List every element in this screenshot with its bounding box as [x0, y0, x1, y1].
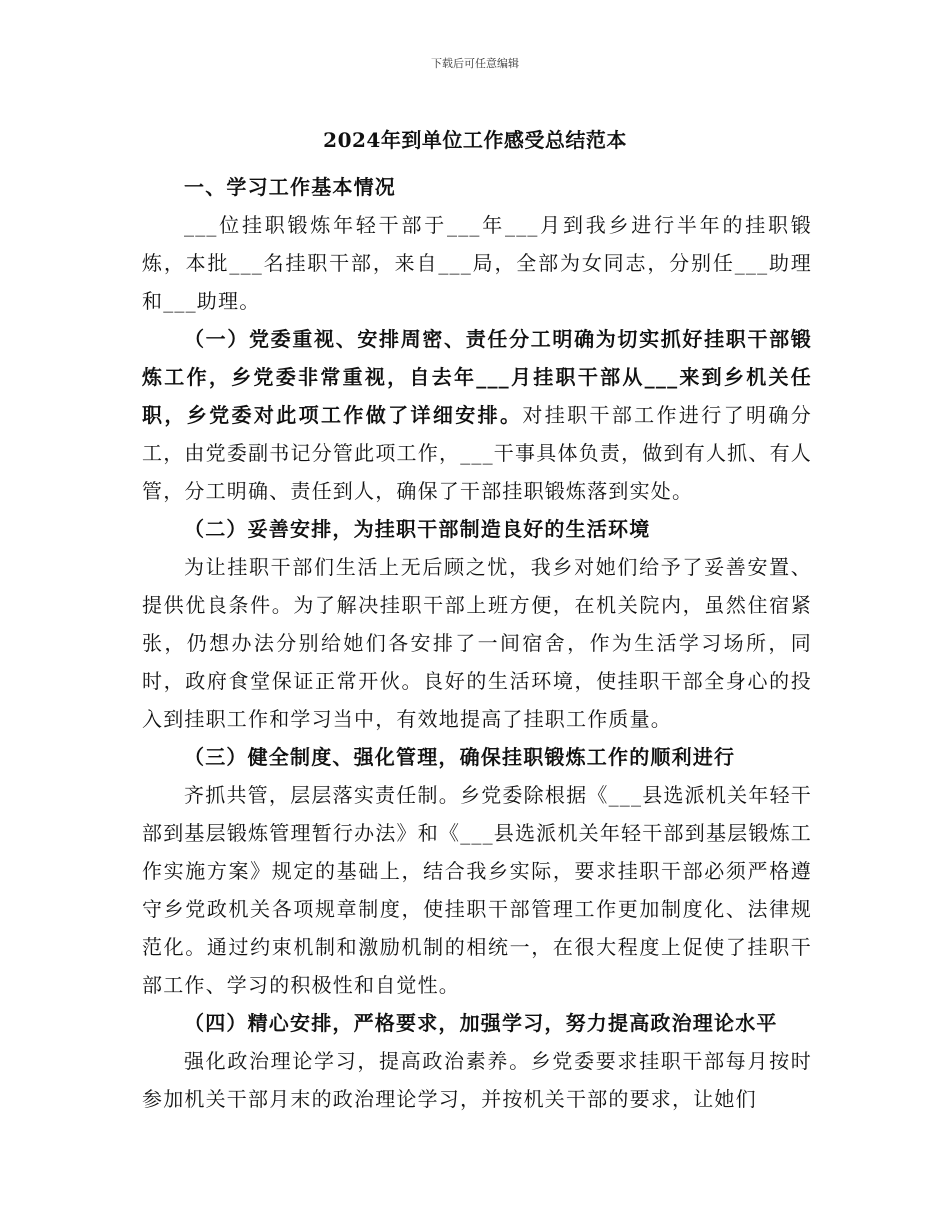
subsection-3-paragraph: 齐抓共管，层层落实责任制。乡党委除根据《___县选派机关年轻干部到基层锻炼管理暂行办法》和《___县选派机关年轻干部到基层锻炼工作实施方案》规定的基础上，结合我乡实际，要求挂职干部必须严格遵守乡党政机关各项规章制度，使挂职干部管理工作更加制度化、法律规范化。通过约束机制和激励机制的相统一，在很大程度上促使了挂职干部工作、学习的积极性和自觉性。	[142, 783, 812, 997]
subsection-2-paragraph: 为让挂职干部们生活上无后顾之忧，我乡对她们给予了妥善安置、提供优良条件。为了解决挂职干部上班方便，在机关院内，虽然住宿紧张，仍想办法分别给她们各安排了一间宿舍，作为生活学习场所，同时，政府食堂保证正常开伙。良好的生活环境，使挂职干部全身心的投入到挂职工作和学习当中，有效地提高了挂职工作质量。	[142, 555, 812, 731]
header-note: 下载后可任意编辑	[431, 57, 519, 70]
section-intro-paragraph: ___位挂职锻炼年轻干部于___年___月到我乡进行半年的挂职锻炼，本批___名挂职干部，来自___局，全部为女同志，分别任___助理和___助理。	[142, 213, 812, 313]
subsection-4-paragraph: 强化政治理论学习，提高政治素养。乡党委要求挂职干部每月按时参加机关干部月末的政治理论学习，并按机关干部的要求，让她们	[142, 1049, 812, 1111]
subsection-1-lead: （一）党委重视、安排周密、责任分工明确为切实抓好挂职干部锻炼工作，乡党委非常重视，自去年___月挂职干部从___来到乡机关任职，乡党委对此项工作做了详细安排。	[142, 327, 812, 427]
document-title: 2024年到单位工作感受总结范本	[323, 128, 627, 152]
subsection-4-heading: （四）精心安排，严格要求，加强学习，努力提高政治理论水平	[184, 1011, 778, 1035]
subsection-1-body: 对挂职干部工作进行了明确分工，由党委副书记分管此项工作，___干事具体负责，做到有人抓、有人管，分工明确、责任到人，确保了干部挂职锻炼落到实处。	[142, 403, 812, 503]
document-body	[142, 168, 812, 1118]
section-heading: 一、学习工作基本情况	[184, 175, 396, 199]
subsection-1-paragraph	[142, 320, 812, 510]
subsection-2-heading: （二）妥善安排，为挂职干部制造良好的生活环境	[184, 517, 651, 541]
subsection-3-heading: （三）健全制度、强化管理，确保挂职锻炼工作的顺利进行	[184, 745, 736, 769]
